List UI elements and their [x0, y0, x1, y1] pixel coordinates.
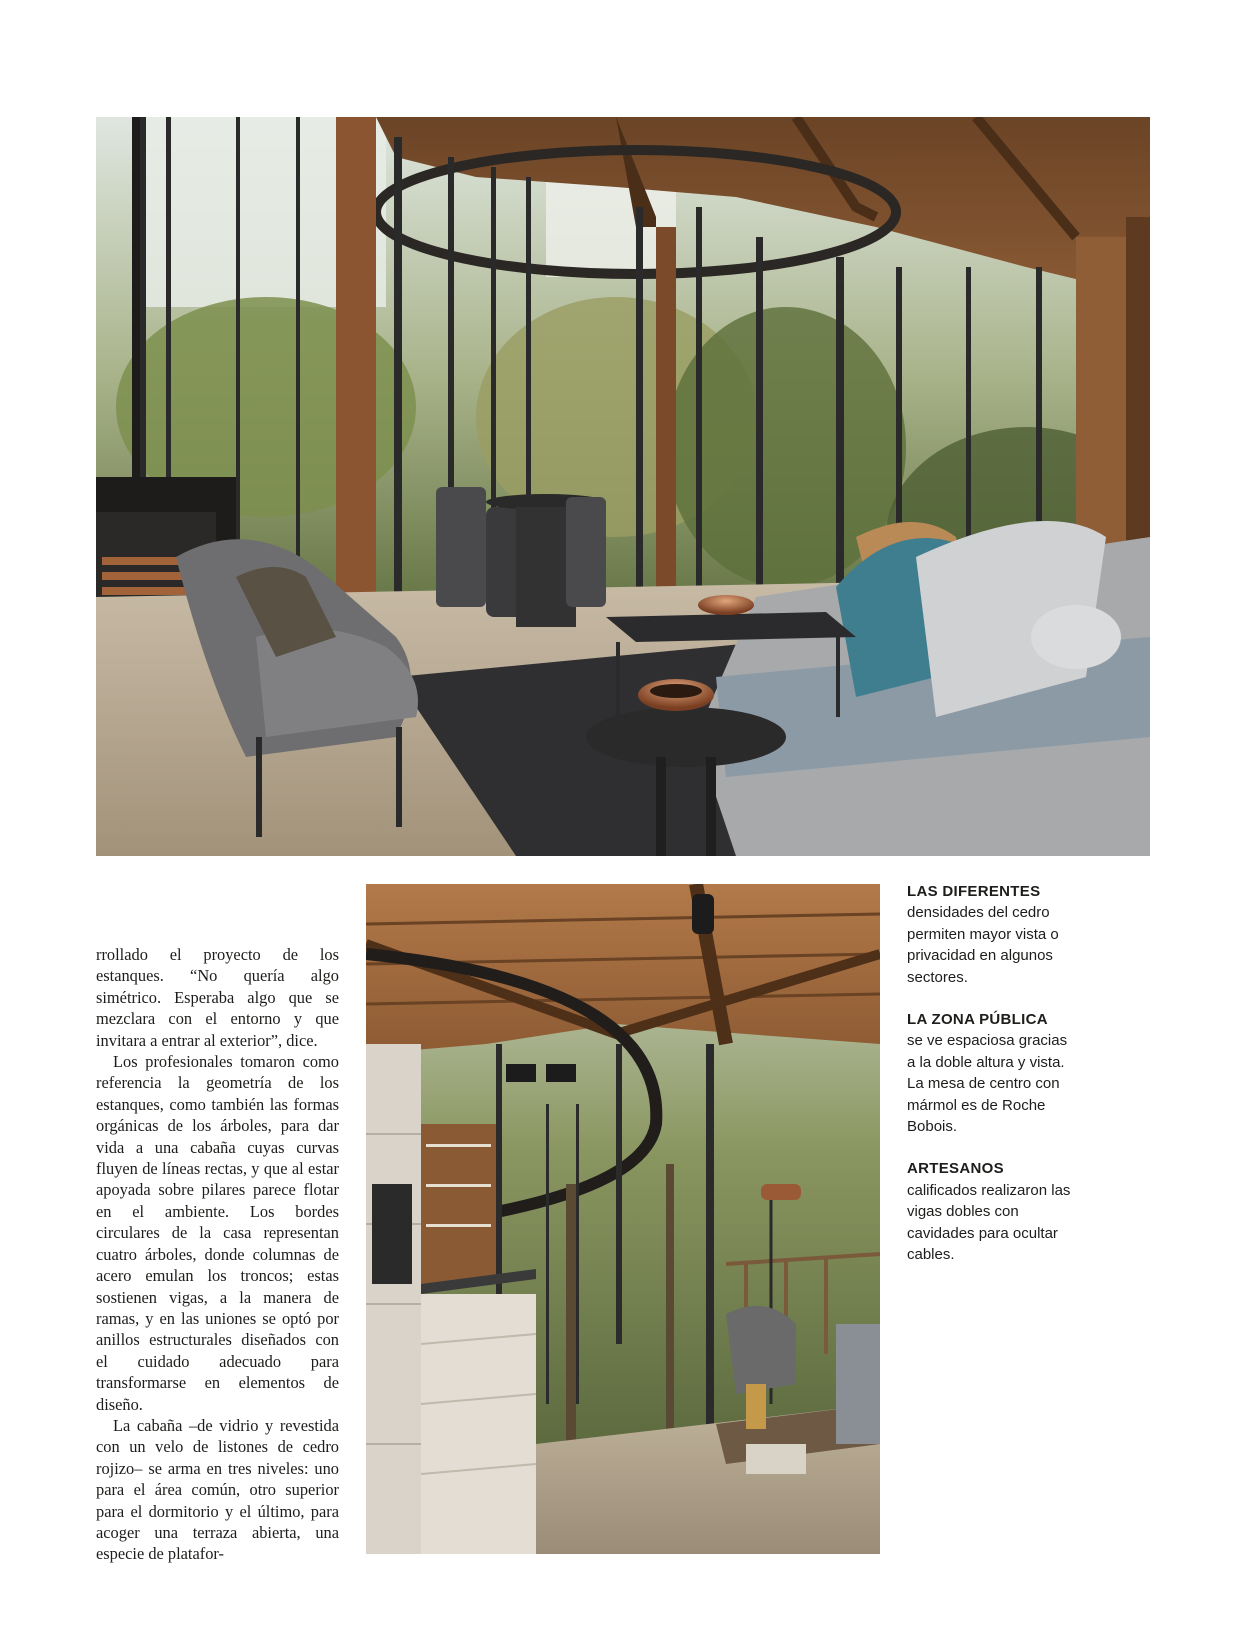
body-paragraph-2: Los profesionales tomaron como referencia la geometría de los estanques, como también las formas orgánicas de los árboles, para dar vida a una cabaña cuyas curvas fluyen de líneas rectas, y que al estar apoyada sobre pilares parece flotar en el ambiente. Los bordes circulares de la casa representan cuatro árboles, donde columnas de acero emulan los troncos; estas sostienen vigas, a la manera de ramas, y en las uniones se optó por anillos estructurales diseñados con el cuidado adecuado para transformarse en elementos de diseño.	[96, 1052, 339, 1414]
body-paragraph-3: La cabaña –de vidrio y revestida con un velo de listones de cedro rojizo– se arma en tres niveles: uno para el área común, otro superior para el dormitorio y el último, para acoger una terraza abierta, una especie de platafor-	[96, 1415, 339, 1564]
caption-lead: LAS DIFERENTES	[907, 883, 1041, 900]
photo-captions	[907, 881, 1072, 1287]
caption-artisans	[907, 1158, 1072, 1265]
body-paragraph-1: rrollado el proyecto de los estanques. “No quería algo simétrico. Esperaba algo que se mezclara con el entorno y que invitara a entrar al exterior”, dice.	[96, 945, 339, 1050]
caption-lead: LA ZONA PÚBLICA	[907, 1011, 1048, 1029]
caption-text: densidades del cedro permiten mayor vista o privacidad en algunos sectores.	[907, 904, 1059, 986]
kitchen-illustration	[366, 884, 880, 1554]
living-room-illustration	[96, 117, 1150, 856]
caption-public-area	[907, 1009, 1072, 1137]
caption-lead: ARTESANOS	[907, 1160, 1004, 1178]
article-body	[96, 944, 339, 1565]
caption-text: calificados realizaron las vigas dobles con cavidades para ocultar cables.	[907, 1181, 1071, 1264]
caption-cedar-densities	[907, 881, 1072, 988]
kitchen-photo	[366, 884, 880, 1554]
living-room-photo	[96, 117, 1150, 856]
caption-text: se ve espaciosa gracias a la doble altura y vista. La mesa de centro con mármol es de Roche Bobois.	[907, 1032, 1068, 1136]
